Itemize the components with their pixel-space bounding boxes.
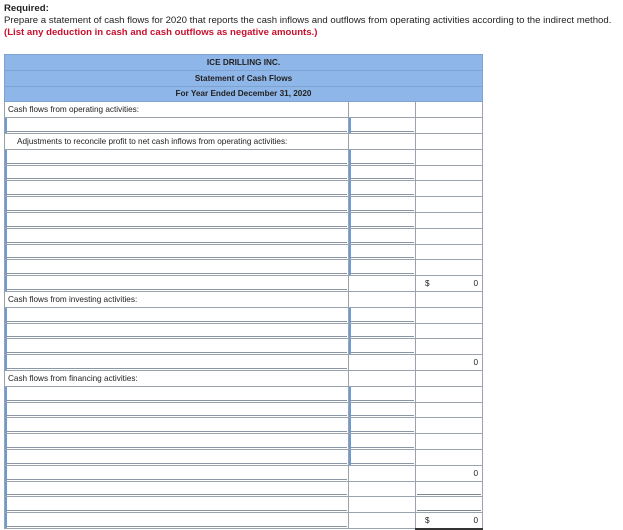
- instructions-text: Prepare a statement of cash flows for 2020 that reports the cash inflows and outflows from operating activities according to the indirect method.: [4, 15, 612, 26]
- net-change-label-input[interactable]: [5, 481, 349, 497]
- adjustment-amount-input[interactable]: [349, 181, 416, 197]
- company-name: ICE DRILLING INC.: [5, 55, 483, 71]
- adjustment-amount-input[interactable]: [349, 228, 416, 244]
- adjustment-amount-input[interactable]: [349, 260, 416, 276]
- adjustments-label: Adjustments to reconcile profit to net cash inflows from operating activities:: [5, 133, 349, 149]
- investing-net-label-input[interactable]: [5, 355, 349, 371]
- financing-line-input[interactable]: [5, 402, 349, 418]
- financing-line-input[interactable]: [5, 418, 349, 434]
- financing-line-input[interactable]: [5, 449, 349, 465]
- operating-total-value: 0: [473, 279, 479, 289]
- beginning-cash-label-input[interactable]: [5, 497, 349, 513]
- operating-activities-label: Cash flows from operating activities:: [5, 102, 349, 118]
- cash-flow-statement-table: [4, 54, 483, 530]
- adjustment-amount-input[interactable]: [349, 212, 416, 228]
- investing-amount-input[interactable]: [349, 339, 416, 355]
- investing-amount-input[interactable]: [349, 323, 416, 339]
- adjustment-line-input[interactable]: [5, 244, 349, 260]
- adjustment-line-input[interactable]: [5, 197, 349, 213]
- financing-amount-input[interactable]: [349, 386, 416, 402]
- required-heading: Required:: [4, 3, 49, 14]
- adjustment-line-input[interactable]: [5, 181, 349, 197]
- financing-amount-input[interactable]: [349, 418, 416, 434]
- adjustment-line-input[interactable]: [5, 212, 349, 228]
- statement-period: For Year Ended December 31, 2020: [5, 86, 483, 102]
- currency-symbol: $: [425, 279, 430, 289]
- adjustment-amount-input[interactable]: [349, 197, 416, 213]
- financing-amount-input[interactable]: [349, 434, 416, 450]
- adjustment-line-input[interactable]: [5, 165, 349, 181]
- adjustment-line-input[interactable]: [5, 149, 349, 165]
- adjustment-amount-input[interactable]: [349, 244, 416, 260]
- financing-line-input[interactable]: [5, 386, 349, 402]
- investing-activities-label: Cash flows from investing activities:: [5, 291, 349, 307]
- ending-cash-total-value: 0: [473, 516, 479, 526]
- adjustment-line-input[interactable]: [5, 260, 349, 276]
- investing-line-input[interactable]: [5, 323, 349, 339]
- operating-line-input[interactable]: [5, 118, 349, 134]
- operating-total: [416, 276, 483, 292]
- beginning-cash-amount-input[interactable]: [416, 497, 483, 513]
- adjustment-amount-input[interactable]: [349, 149, 416, 165]
- instructions: [4, 3, 616, 39]
- instructions-emphasis: (List any deduction in cash and cash outflows as negative amounts.): [4, 27, 318, 38]
- investing-line-input[interactable]: [5, 339, 349, 355]
- adjustment-line-input[interactable]: [5, 228, 349, 244]
- ending-cash-label-input[interactable]: [5, 513, 349, 529]
- investing-total-value: 0: [473, 358, 479, 368]
- adjustment-amount-input[interactable]: [349, 165, 416, 181]
- financing-net-label-input[interactable]: [5, 465, 349, 481]
- operating-net-label-input[interactable]: [5, 276, 349, 292]
- financing-line-input[interactable]: [5, 434, 349, 450]
- ending-cash-total: [416, 513, 483, 529]
- investing-amount-input[interactable]: [349, 307, 416, 323]
- operating-amount-input[interactable]: [349, 118, 416, 134]
- financing-amount-input[interactable]: [349, 402, 416, 418]
- financing-activities-label: Cash flows from financing activities:: [5, 370, 349, 386]
- financing-total: [416, 465, 483, 481]
- investing-total: [416, 355, 483, 371]
- net-change-amount-input[interactable]: [416, 481, 483, 497]
- currency-symbol: $: [425, 516, 430, 526]
- financing-total-value: 0: [473, 468, 479, 478]
- financing-amount-input[interactable]: [349, 449, 416, 465]
- investing-line-input[interactable]: [5, 307, 349, 323]
- statement-title: Statement of Cash Flows: [5, 70, 483, 86]
